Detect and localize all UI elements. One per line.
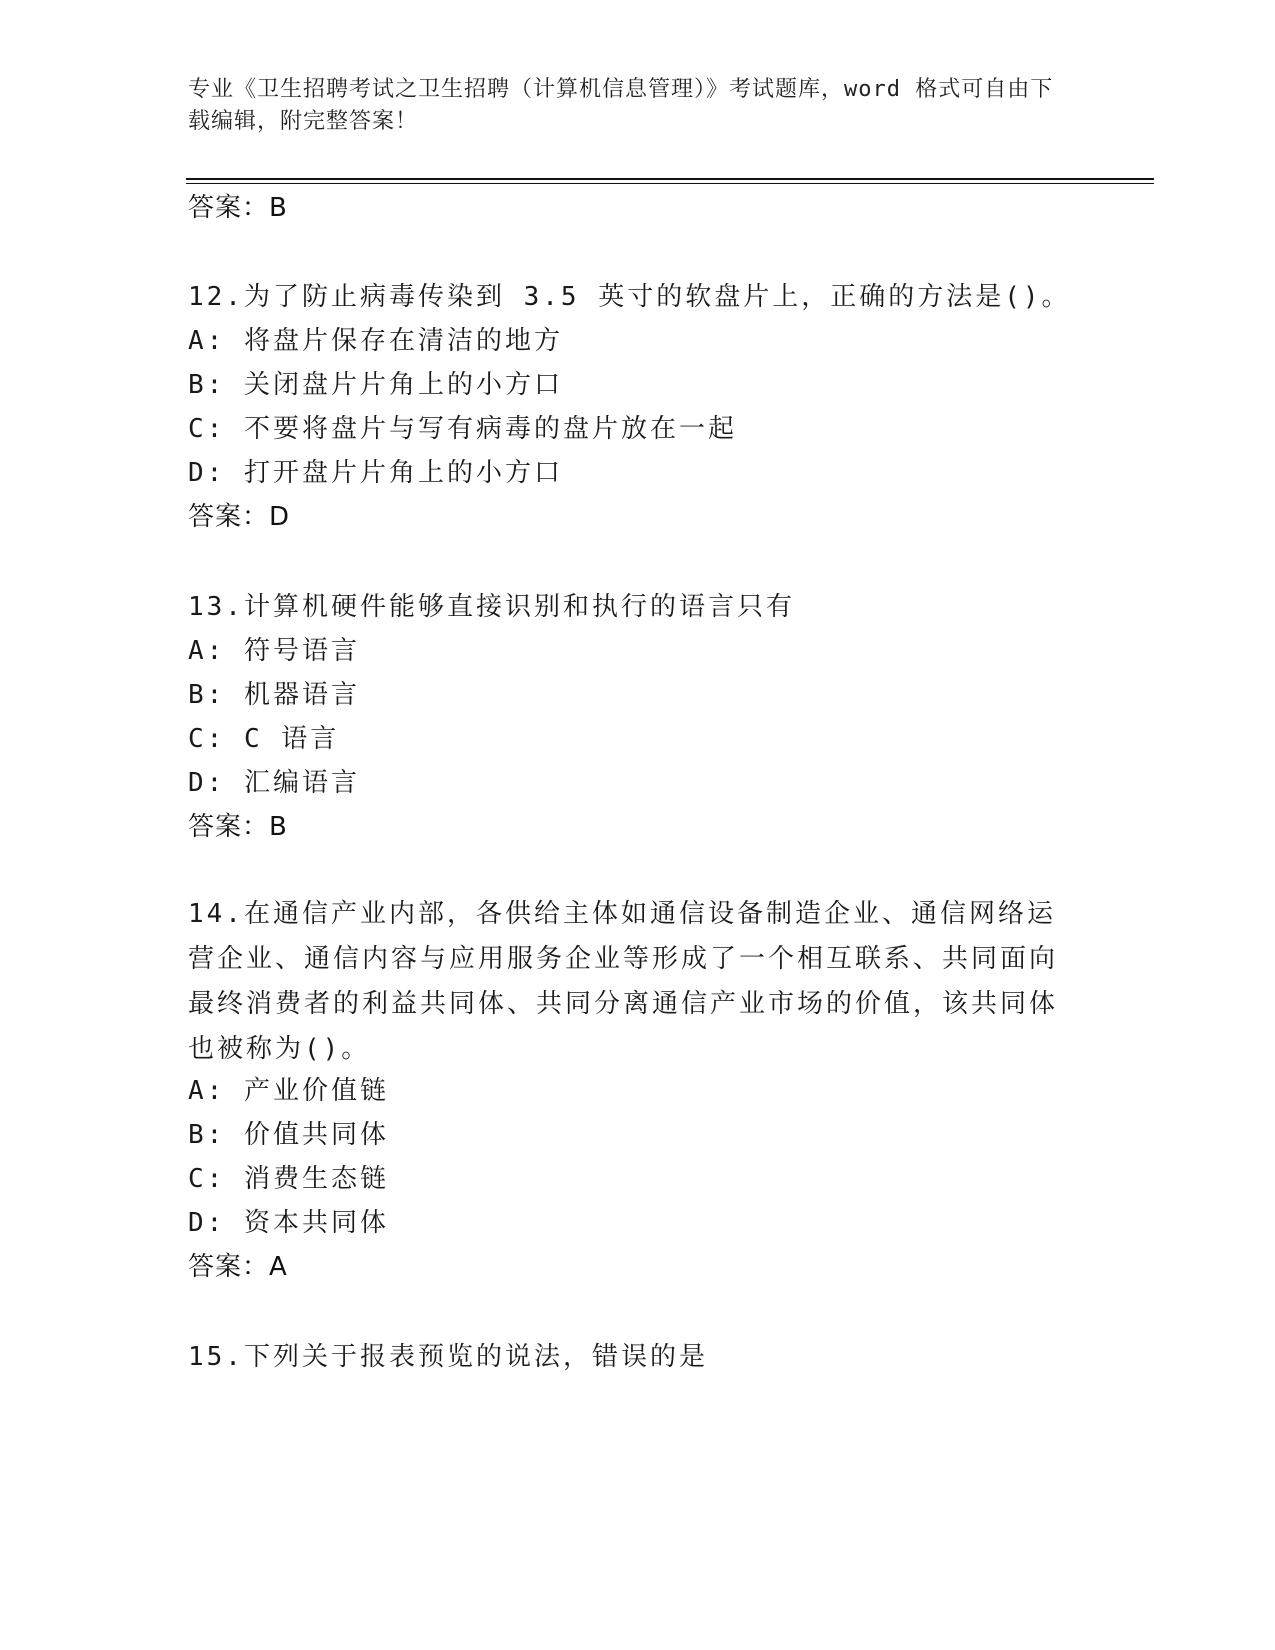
q15-stem: 15.下列关于报表预览的说法，错误的是: [188, 1342, 708, 1372]
q13-option-b: B: 机器语言: [188, 680, 360, 710]
q11-answer: 答案：B: [188, 193, 288, 223]
q14-option-d: D: 资本共同体: [188, 1208, 389, 1238]
q12-option-a: A: 将盘片保存在清洁的地方: [188, 326, 563, 356]
q14-option-a: A: 产业价值链: [188, 1076, 389, 1106]
document-header-text: 专业《卫生招聘考试之卫生招聘（计算机信息管理）》考试题库，word 格式可自由下载编辑，附完整答案！: [188, 77, 1054, 134]
q12-option-d: D: 打开盘片片角上的小方口: [188, 458, 563, 488]
q13-stem: 13.计算机硬件能够直接识别和执行的语言只有: [188, 592, 795, 622]
q12-answer: 答案：D: [188, 502, 291, 532]
q13-option-a: A: 符号语言: [188, 636, 360, 666]
header-divider-thin: [186, 183, 1154, 184]
q13-answer: 答案：B: [188, 812, 288, 842]
q12-option-c: C: 不要将盘片与写有病毒的盘片放在一起: [188, 414, 737, 444]
header-divider-thick: [186, 178, 1154, 180]
q13-option-c: C: C 语言: [188, 724, 340, 754]
q12-stem: 12.为了防止病毒传染到 3.5 英寸的软盘片上，正确的方法是()。: [188, 282, 1071, 312]
q14-option-c: C: 消费生态链: [188, 1164, 389, 1194]
q12-option-b: B: 关闭盘片片角上的小方口: [188, 370, 563, 400]
q14-stem: 14.在通信产业内部，各供给主体如通信设备制造企业、通信网络运营企业、通信内容与应用服务企业等形成了一个相互联系、共同面向最终消费者的利益共同体、共同分离通信产业市场的价值，该共同体也被称为()。: [188, 899, 1059, 1064]
q13-option-d: D: 汇编语言: [188, 768, 360, 798]
q14-answer: 答案：A: [188, 1252, 288, 1282]
q14-option-b: B: 价值共同体: [188, 1120, 389, 1150]
